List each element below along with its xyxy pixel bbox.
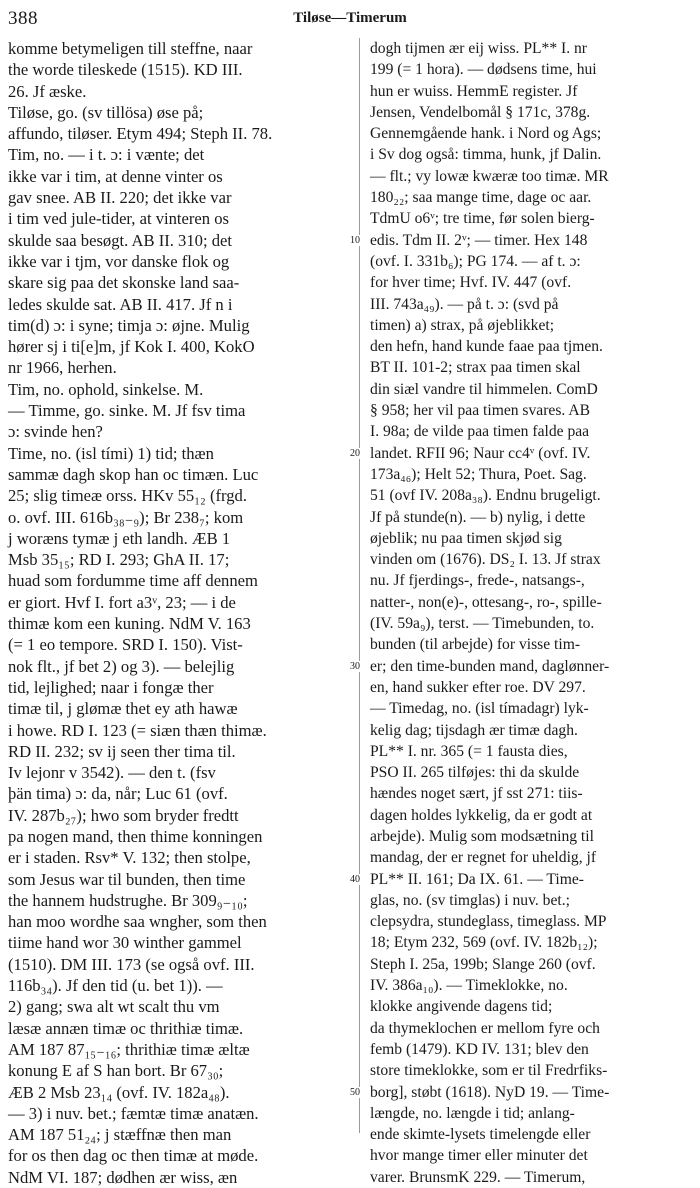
text-line: — Timme, go. sinke. M. Jf fsv tima bbox=[8, 401, 246, 421]
text-line: din siæl vandre til himmelen. ComD bbox=[370, 380, 598, 398]
text-line: BT II. 101-2; strax paa timen skal bbox=[370, 359, 581, 377]
text-line: thimæ kom een kuning. NdM V. 163 bbox=[8, 614, 251, 634]
text-line: 180₂₂; saa mange time, dage oc aar. bbox=[370, 189, 592, 207]
text-line: 199 (= 1 hora). — dødsens time, hui bbox=[370, 61, 597, 79]
text-line: nu. Jf fjerdings-, frede-, natsangs-, bbox=[370, 572, 585, 590]
text-line: PL** I. nr. 365 (= 1 fausta dies, bbox=[370, 742, 568, 760]
text-line: Jf på stunde(n). — b) nylig, i dette bbox=[370, 508, 586, 526]
right-column bbox=[370, 38, 692, 1186]
text-line: 26. Jf æske. bbox=[8, 81, 87, 101]
text-line: Tiløse, go. (sv tillösa) øse på; bbox=[8, 102, 204, 122]
text-line: tim(d) ɔ: i syne; timja ɔ: øjne. Mulig bbox=[8, 315, 250, 335]
text-line: varer. BrunsmK 229. — Timerum, bbox=[370, 1168, 586, 1186]
text-line: AM 187 51₂₄; j stæffnæ then man bbox=[8, 1125, 232, 1145]
text-line: sammæ dagh skop han oc timæn. Luc bbox=[8, 464, 259, 484]
text-line: i Sv dog også: timma, hunk, jf Dalin. bbox=[370, 146, 602, 164]
text-line: tiime hand wor 30 winther gammel bbox=[8, 933, 242, 953]
text-line: konung E af S han bort. Br 67₃₀; bbox=[8, 1061, 224, 1081]
text-line: ɔ: svinde hen? bbox=[8, 422, 103, 442]
line-number-marker: 40 bbox=[350, 873, 360, 885]
text-line: pa nogen mand, then thime konningen bbox=[8, 826, 263, 846]
line-number-marker: 30 bbox=[350, 660, 360, 672]
text-line: I. 98a; de vilde paa timen falde paa bbox=[370, 423, 590, 441]
text-line: 18; Etym 232, 569 (ovf. IV. 182b₁₂); bbox=[370, 934, 598, 952]
text-line: Jensen, Vendelbomål § 171c, 378g. bbox=[370, 103, 591, 121]
text-line: 2) gang; swa alt wt scalt thu vm bbox=[8, 997, 220, 1017]
text-line: den hefn, hand kunde faae paa tjmen. bbox=[370, 338, 603, 356]
line-number-gutter bbox=[349, 38, 369, 1133]
text-line: længde, no. længde i tid; anlang- bbox=[370, 1104, 575, 1122]
text-line: i howe. RD I. 123 (= siæn thæn thimæ. bbox=[8, 720, 267, 740]
text-line: § 958; her vil paa timen svares. AB bbox=[370, 402, 591, 420]
text-line: store timeklokke, som er til Fredrfiks- bbox=[370, 1062, 608, 1080]
text-line: bunden (til arbejde) for visse tim- bbox=[370, 636, 581, 654]
text-line: Steph I. 25a, 199b; Slange 260 (ovf. bbox=[370, 955, 596, 973]
text-line: Gennemgående hank. i Nord og Ags; bbox=[370, 125, 602, 143]
text-line: øjeblik; nu paa timen skjød sig bbox=[370, 529, 562, 547]
text-line: PL** II. 161; Da IX. 61. — Time- bbox=[370, 870, 584, 888]
text-line: skulde saa besøgt. AB II. 310; det bbox=[8, 230, 232, 250]
text-line: som Jesus war til bunden, then time bbox=[8, 869, 246, 889]
text-line: (ovf. I. 331b₆); PG 174. — af t. ɔ: bbox=[370, 252, 581, 270]
text-line: nr 1966, herhen. bbox=[8, 358, 117, 378]
text-line: 51 (ovf IV. 208a₃₈). Endnu brugeligt. bbox=[370, 487, 601, 505]
text-line: klokke angivende dagens tid; bbox=[370, 998, 553, 1016]
line-number-marker: 20 bbox=[350, 447, 360, 459]
text-line: — Timedag, no. (isl tímadagr) lyk- bbox=[370, 700, 589, 718]
text-line: the hannem hudstrughe. Br 309₉₋₁₀; bbox=[8, 890, 248, 910]
text-line: for os then dag oc then timæ at møde. bbox=[8, 1146, 259, 1166]
text-line: NdM VI. 187; dødhen ær wiss, æn bbox=[8, 1167, 238, 1187]
text-line: er; den time-bunden mand, daglønner- bbox=[370, 657, 610, 675]
text-line: arbejde). Mulig som modsætning til bbox=[370, 827, 594, 845]
text-line: hun er wuiss. HemmE register. Jf bbox=[370, 82, 578, 100]
text-line: i tim ved jule-tider, at vinteren os bbox=[8, 209, 229, 229]
page-number: 388 bbox=[8, 8, 38, 29]
text-line: natter-, non(e)-, ottesang-, ro-, spille- bbox=[370, 593, 602, 611]
running-head: Tiløse—Timerum bbox=[293, 10, 407, 26]
text-line: affundo, tiløser. Etym 494; Steph II. 78. bbox=[8, 124, 273, 144]
text-columns bbox=[8, 38, 692, 1187]
text-line: Msb 35₁₅; RD I. 293; GhA II. 17; bbox=[8, 550, 230, 570]
text-line: ÆB 2 Msb 23₁₄ (ovf. IV. 182a₄₈). bbox=[8, 1082, 230, 1102]
text-line: hører sj i ti[e]m, jf Kok I. 400, KokO bbox=[8, 337, 255, 357]
text-line: mandag, der er regnet for uheldig, jf bbox=[370, 849, 597, 867]
text-line: ledes skulde sat. AB II. 417. Jf n i bbox=[8, 294, 233, 314]
text-line: IV. 287b₂₇); hwo som bryder fredtt bbox=[8, 805, 239, 825]
text-line: 25; slig timeæ orss. HKv 55₁₂ (frgd. bbox=[8, 486, 247, 506]
text-line: borg], støbt (1618). NyD 19. — Time- bbox=[370, 1083, 610, 1101]
text-line: læsæ annæn timæ oc thrithiæ timæ. bbox=[8, 1018, 244, 1038]
text-line: dagen holdes lykkelig, da er godt at bbox=[370, 806, 593, 824]
text-line: han moo wordhe saa wngher, som then bbox=[8, 912, 267, 932]
page-header bbox=[8, 6, 692, 32]
text-line: da thymeklochen er mellom fyre och bbox=[370, 1019, 600, 1037]
text-line: nok flt., jf bet 2) og 3). — belejlig bbox=[8, 656, 235, 676]
text-line: 173a₄₆); Helt 52; Thura, Poet. Sag. bbox=[370, 465, 587, 483]
text-line: RD II. 232; sv ij seen ther tima til. bbox=[8, 741, 236, 761]
text-line: dogh tijmen ær eij wiss. PL** I. nr bbox=[370, 40, 588, 57]
text-line: Iv lejonr v 3542). — den t. (fsv bbox=[8, 763, 216, 783]
text-line: er giort. Hvf I. fort a3ᵛ, 23; — i de bbox=[8, 592, 236, 612]
text-line: er i staden. Rsv* V. 132; then stolpe, bbox=[8, 848, 251, 868]
text-line: timæ til, j glømæ thet ey ath hawæ bbox=[8, 699, 238, 719]
text-line: femb (1479). KD IV. 131; blev den bbox=[370, 1040, 589, 1058]
left-column bbox=[8, 38, 344, 1187]
text-line: kelig dag; tijsdagh ær timæ dagh. bbox=[370, 721, 578, 739]
text-line: TdmU o6ᵛ; tre time, før solen bierg- bbox=[370, 210, 595, 228]
text-line: ikke var i tim, at denne vinter os bbox=[8, 166, 223, 186]
text-line: Time, no. (isl tími) 1) tid; thæn bbox=[8, 443, 214, 463]
text-line: III. 743a₄₉). — på t. ɔ: (svd på bbox=[370, 295, 559, 313]
text-line: (1510). DM III. 173 (se også ovf. III. bbox=[8, 954, 255, 974]
text-line: clepsydra, stundeglass, timeglass. MP bbox=[370, 913, 607, 931]
text-line: vinden om (1676). DS₂ I. 13. Jf strax bbox=[370, 551, 601, 569]
text-line: hændes noget sært, jf sst 271: tiis- bbox=[370, 785, 583, 803]
text-line: þän tima) ɔ: da, når; Luc 61 (ovf. bbox=[8, 784, 228, 804]
text-line: gav snee. AB II. 220; det ikke var bbox=[8, 188, 232, 208]
text-line: edis. Tdm II. 2ᵛ; — timer. Hex 148 bbox=[370, 231, 588, 249]
text-line: IV. 386a₁₀). — Timeklokke, no. bbox=[370, 977, 568, 995]
text-line: (= 1 eo tempore. SRD I. 150). Vist- bbox=[8, 635, 243, 655]
text-line: tid, lejlighed; naar i fongæ ther bbox=[8, 677, 214, 697]
text-line: — flt.; vy lowæ kwæræ too timæ. MR bbox=[370, 167, 609, 185]
text-line: AM 187 87₁₅₋₁₆; thrithiæ timæ æltæ bbox=[8, 1039, 250, 1059]
text-line: ikke var i tjm, vor danske flok og bbox=[8, 251, 230, 271]
text-line: komme betymeligen till steffne, naar bbox=[8, 39, 253, 58]
text-line: o. ovf. III. 616b₃₈₋₉); Br 238₇; kom bbox=[8, 507, 244, 527]
text-line: timen) a) strax, på øjeblikket; bbox=[370, 316, 555, 334]
text-line: the worde tileskede (1515). KD III. bbox=[8, 60, 243, 80]
text-line: landet. RFII 96; Naur cc4ᵛ (ovf. IV. bbox=[370, 444, 591, 462]
text-line: Tim, no. ophold, sinkelse. M. bbox=[8, 379, 204, 399]
text-line: skare sig paa det skonske land saa- bbox=[8, 273, 240, 293]
text-line: hvor mange timer eller minuter det bbox=[370, 1147, 588, 1165]
line-number-marker: 10 bbox=[350, 234, 360, 246]
text-line: ende skimte-lysets timelengde eller bbox=[370, 1126, 591, 1144]
text-line: j woræns tymæ j eth landh. ÆB 1 bbox=[8, 528, 231, 548]
text-line: Tim, no. — i t. ɔ: i vænte; det bbox=[8, 145, 205, 165]
text-line: en, hand sukker efter roe. DV 297. bbox=[370, 678, 586, 696]
line-number-marker: 50 bbox=[350, 1086, 360, 1098]
text-line: glas, no. (sv timglas) i nuv. bet.; bbox=[370, 891, 570, 909]
text-line: PSO II. 265 tilføjes: thi da skulde bbox=[370, 764, 580, 782]
text-line: (IV. 59a₉), terst. — Timebunden, to. bbox=[370, 615, 595, 633]
text-line: — 3) i nuv. bet.; fæmtæ timæ anatæn. bbox=[8, 1103, 259, 1123]
text-line: for hver time; Hvf. IV. 447 (ovf. bbox=[370, 274, 572, 292]
text-line: 116b₃₄). Jf den tid (u. bet 1)). — bbox=[8, 976, 223, 996]
text-line: huad som fordumme time aff dennem bbox=[8, 571, 258, 591]
